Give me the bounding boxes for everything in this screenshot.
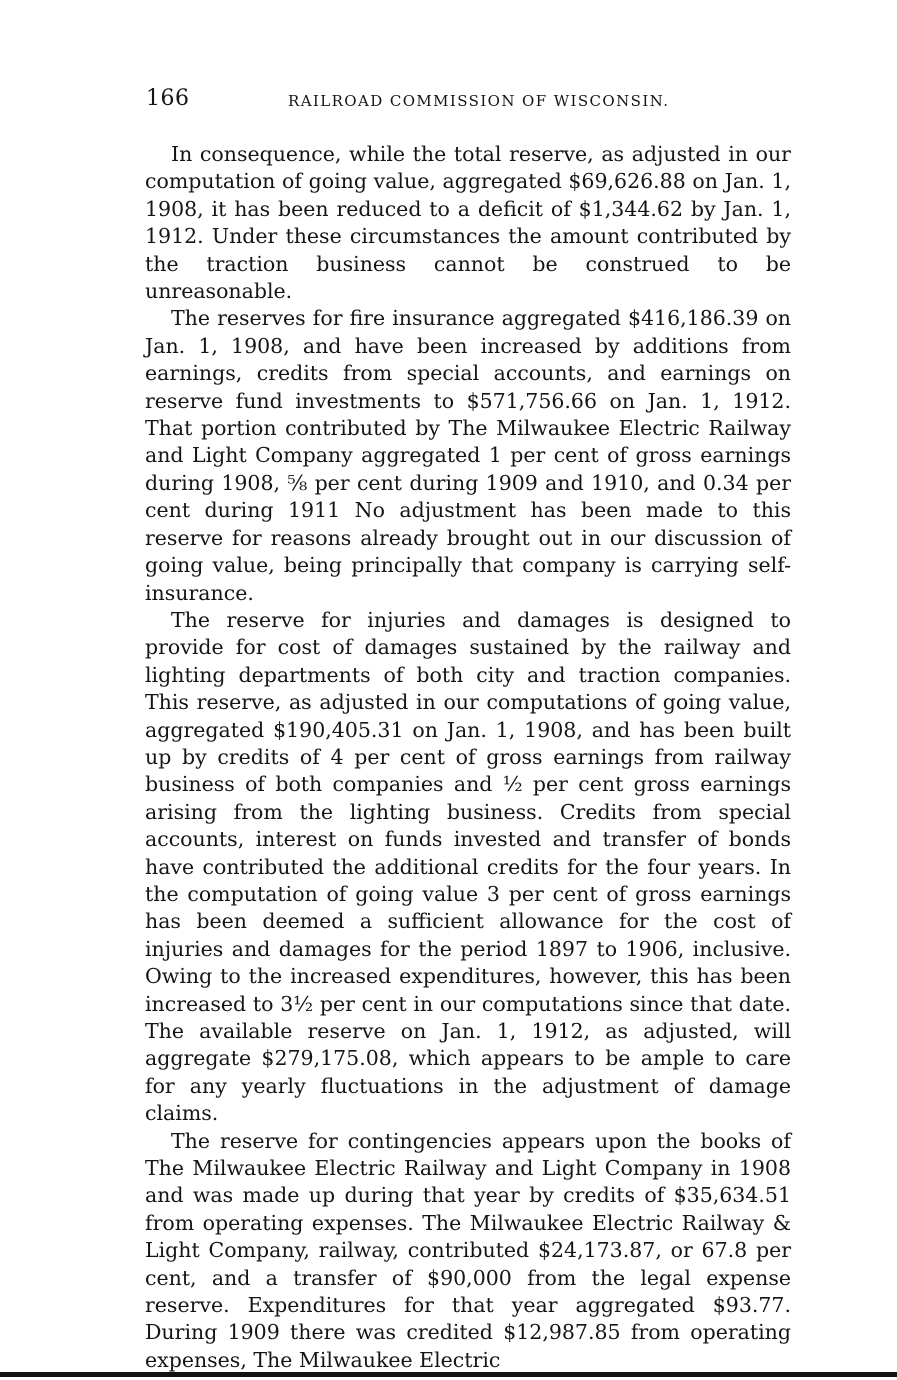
paragraph-contingencies-reserve: The reserve for contingencies appears upon the books of The Milwaukee Electric Railway and Light Company in 1908 and was made up during that year by credits of $35,634.51 from operating expenses. The Milwaukee Electric Railway & Light Company, railway, contributed $24,173.87, or 67.8 per cent, and a transfer of $90,000 from the legal expense reserve. Expenditures for that year aggregated $93.77. During 1909 there was credited $12,987.85 from operating expenses, The Milwaukee Electric — [145, 1128, 791, 1372]
scan-bottom-border — [0, 1372, 897, 1377]
page-number: 166 — [146, 86, 190, 111]
running-head: RAILROAD COMMISSION OF WISCONSIN. — [288, 92, 670, 110]
paragraph-fire-insurance-reserve: The reserves for fire insurance aggregated $416,186.39 on Jan. 1, 1908, and have been increased by additions from earnings, credits from special accounts, and earnings on reserve fund investments to $571,756.66 on Jan. 1, 1912. That portion contributed by The Milwaukee Electric Railway and Light Company aggregated 1 per cent of gross earnings during 1908, ⅝ per cent during 1909 and 1910, and 0.34 per cent during 1911 No adjustment has been made to this reserve for reasons already brought out in our discussion of going value, being principally that company is carrying self-insurance. — [145, 306, 791, 605]
paragraph-going-value-deficit: In consequence, while the total reserve, as adjusted in our computation of going value, aggregated $69,626.88 on Jan. 1, 1908, it has been reduced to a deficit of $1,344.62 by Jan. 1, 1912. Under these circumstances the amount contributed by the traction business cannot be construed to be unreasonable. — [145, 142, 791, 304]
paragraph-injuries-damages-reserve: The reserve for injuries and damages is designed to provide for cost of damages sustained by the railway and lighting departments of both city and traction companies. This reserve, as adjusted in our computations of going value, aggregated $190,405.31 on Jan. 1, 1908, and has been built up by credits of 4 per cent of gross earnings from railway business of both companies and ½ per cent gross earnings arising from the lighting business. Credits from special accounts, interest on funds invested and transfer of bonds have contributed the additional credits for the four years. In the computation of going value 3 per cent of gross earnings has been deemed a sufficient allowance for the cost of injuries and damages for the period 1897 to 1906, inclusive. Owing to the increased expenditures, however, this has been increased to 3½ per cent in our computations since that date. The available reserve on Jan. 1, 1912, as adjusted, will aggregate $279,175.08, which appears to be ample to care for any yearly fluctuations in the adjustment of damage claims. — [145, 607, 791, 1126]
body-text — [145, 141, 791, 1374]
